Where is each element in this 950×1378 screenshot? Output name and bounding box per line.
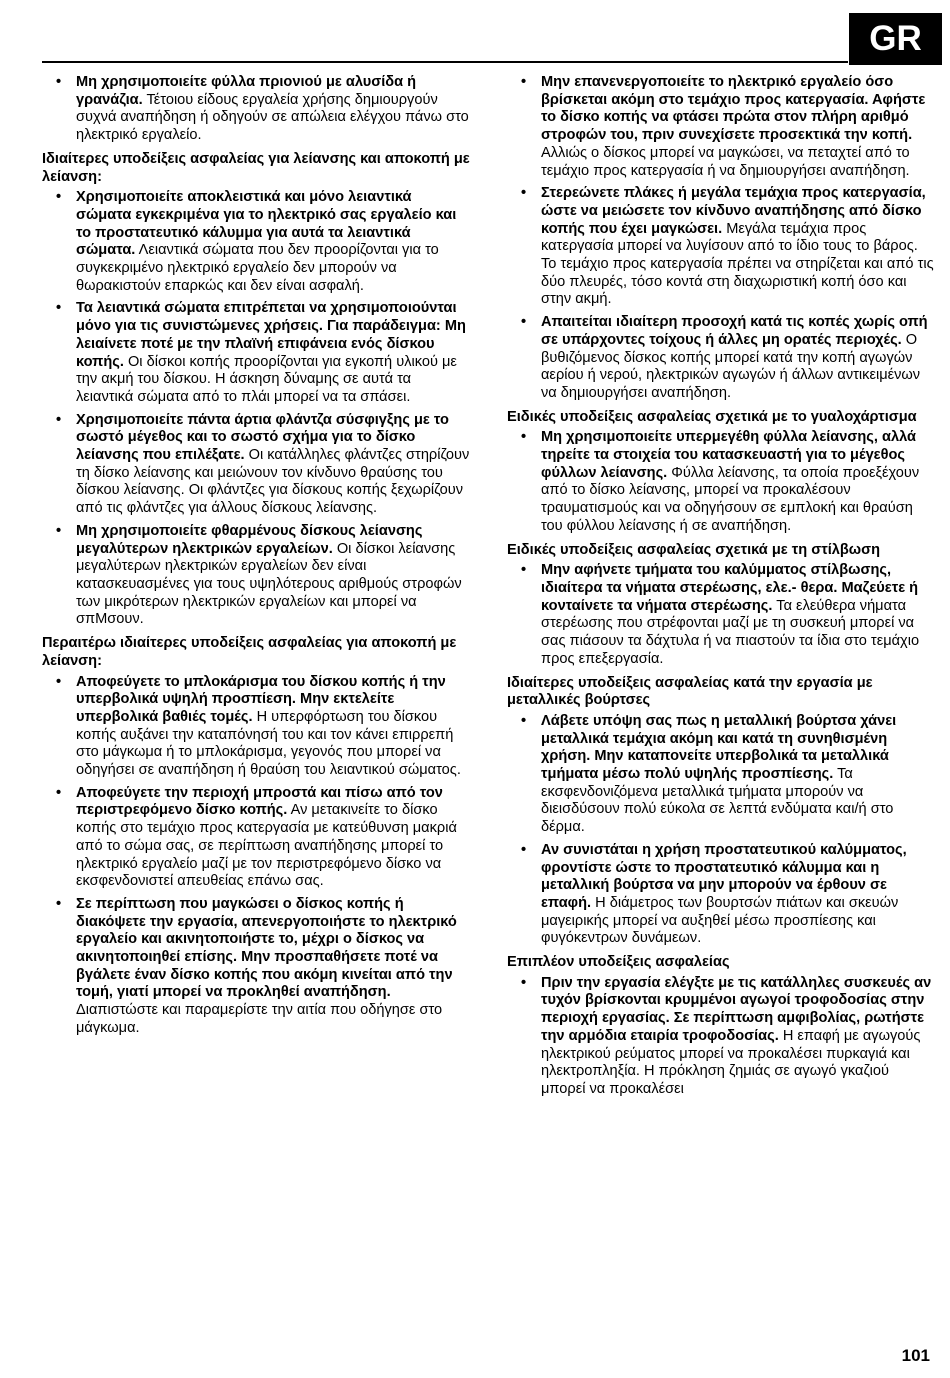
bullet-body-text: Αν μετακινείτε το δίσκο κοπής στο τεμάχιο προς κατεργασία με κατεύθυνση μακριά από το σώμα σας, σε περίπτωση αναπήδησης μπορεί το ηλεκτρικό εργαλείο μαζί με τον περιστρεφόμενο δίσκο να εκσφενδονιστεί απευθείας επάνω σας. (76, 802, 457, 890)
bullet-icon: • (56, 522, 62, 539)
left-column (42, 74, 470, 1043)
bullet-bold-text: Στερεώνετε πλάκες ή μεγάλα τεμάχια προς κατεργασία, ώστε να μειώσετε τον κίνδυνο αναπήδησης από δίσκο κοπής που έχει μαγκώσει. (541, 185, 926, 237)
bullet-icon: • (56, 74, 62, 90)
bullet-body-text: Φύλλα λείανσης, τα οποία προεξέχουν από το δίσκο λείανσης, μπορεί να προκαλέσουν τραυματισμούς και να οδηγήσουν σε εμπλοκή και θραύση του φύλλου λείανσης ή σε αναπήδηση. (541, 464, 920, 534)
bullet-body-text: Τα εκσφενδονιζόμενα μεταλλικά τμήματα μπορούν να διεισδύσουν πολύ εύκολα σε λεπτά ενδύματα και/ή στο δέρμα. (541, 766, 894, 836)
bullet-body-text: Τα ελεύθερα νήματα στερέωσης που στρέφονται μαζί με τη συσκευή μπορεί να σας πιάσουν τα δάχτυλα ή να πιαστούν τα ίδια στο τεμάχιο προς επεξεργασία. (541, 597, 920, 667)
bullet-item (42, 300, 470, 406)
section-heading: Επιπλέον υποδείξεις ασφαλείας (507, 954, 730, 971)
bullet-bold-text: Λάβετε υπόψη σας πως η μεταλλική βούρτσα χάνει μεταλλικά τεμάχια ακόμη και κατά τη συνηθισμένη χρήση. Μην καταπονείτε υπερβολικά τα μεταλλικά τμήματα μέσω πολύ υψηλής προσπίεσης. (541, 712, 897, 783)
bullet-item (42, 674, 470, 780)
bullet-icon: • (56, 895, 62, 912)
bullet-bold-text: Μην αφήνετε τμήματα του καλύμματος στίλβωσης, ιδιαίτερα τα νήματα στερέωσης, ελε.- θερα. Μαζεύετε ή κονταίνετε τα νήματα στερέωσης. (541, 562, 919, 614)
bullet-item (507, 842, 937, 948)
section-heading: Ιδιαίτερες υποδείξεις ασφαλείας για λείανσης και αποκοπή με λείανση: (42, 150, 470, 185)
bullet-item (507, 975, 937, 1099)
bullet-icon: • (521, 185, 527, 202)
bullet-bold-text: Μη χρησιμοποιείτε υπερμεγέθη φύλλα λείανσης, αλλά τηρείτε τα στοιχεία του κατασκευαστή για το μέγεθος φύλλων λείανσης. (541, 429, 916, 481)
section-heading: Ειδικές υποδείξεις ασφαλείας σχετικά με το γυαλοχάρτισμα (507, 408, 917, 425)
bullet-bold-text: Σε περίπτωση που μαγκώσει ο δίσκος κοπής ή διακόψετε την εργασία, απενεργοποιήστε το ηλεκτρικό εργαλείο και ακινητοποιήστε το, μέχρι ο δίσκος να ακινητοποιηθεί επίσης. Μην προσπαθήσετε ποτέ να βγάλετε έναν δίσκο κοπής που ακόμη κινείται από την τομή, γιατί μπορεί να προκληθεί αναπήδηση. (76, 895, 457, 1001)
bullet-body-text: Οι δίσκοι λείανσης μεγαλύτερων ηλεκτρικών εργαλείων δεν είναι κατασκευασμένες για τους υψηλότερους αριθμούς στροφών των μικρότερων ηλεκτρικών εργαλείων και μπορεί να σπΜσουν. (76, 540, 462, 628)
bullet-item (507, 74, 937, 180)
bullet-bold-text: Τα λειαντικά σώματα επιτρέπεται να χρησιμοποιούνται μόνο για τις συνιστώμενες χρήσεις. Για παράδειγμα: Μη λειαίνετε ποτέ με την πλαϊνή επιφάνεια ενός δίσκου κοπής. (76, 300, 466, 370)
bullet-item (42, 523, 470, 629)
bullet-bold-text: Μην επανενεργοποιείτε το ηλεκτρικό εργαλείο όσο βρίσκεται ακόμη στο τεμάχιο προς κατεργασία. Αφήστε το δίσκο κοπής να φτάσει πρώτα στον πλήρη αριθμό στροφών του, πριν συνεχίσετε προσεκτικά την κοπή. (541, 74, 926, 144)
bullet-body-text: Η διάμετρος των βουρτσών πιάτων και σκευών μαγειρικής μπορεί να αυξηθεί μέσω προσπίεσης και φυγόκεντρων δυνάμεων. (541, 894, 899, 947)
bullet-body-text: Λειαντικά σώματα που δεν προορίζονται για το συγκεκριμένο ηλεκτρικό εργαλείο δεν μπορούν να θωρακιστούν επαρκώς και δεν είναι ασφαλή. (76, 242, 439, 294)
bullet-icon: • (521, 562, 527, 579)
bullet-icon: • (521, 974, 527, 991)
bullet-body-text: Οι δίσκοι κοπής προορίζονται για εγκοπή υλικού με την ακμή του δίσκου. Η άσκηση δύναμης σε αυτά τα λειαντικά σώματα από το πλάι μπορεί να τα σπάσει. (76, 353, 457, 405)
bullet-bold-text: Απαιτείται ιδιαίτερη προσοχή κατά τις κοπές χωρίς οπή σε υπάρχοντες τοίχους ή άλλες μη ορατές περιοχές. (541, 314, 928, 348)
bullet-item (507, 562, 937, 668)
bullet-icon: • (56, 300, 62, 317)
bullet-body-text: Η υπερφόρτωση του δίσκου κοπής αυξάνει την καταπόνησή του και τον κάνει επιρρεπή στο μάγκωμα ή το μπλοκάρισμα, γεγονός που μπορεί να οδηγήσει σε αναπήδηση ή θραύση του λειαντικού σώματος. (76, 708, 461, 779)
bullet-item (507, 429, 937, 535)
section-heading: Περαιτέρω ιδιαίτερες υποδείξεις ασφαλείας για αποκοπή με λείανση: (42, 635, 457, 669)
bullet-body-text: Μεγάλα τεμάχια προς κατεργασία μπορεί να λυγίσουν από το ίδιο τους το βάρος. Το τεμάχιο προς κατεργασία πρέπει να στηρίζεται και από τις δύο πλευρές, τόσο κοντά στη διαχωριστική κοπή όσο και στην ακμή. (541, 220, 934, 308)
bullet-bold-text: Αποφεύγετε το μπλοκάρισμα του δίσκου κοπής ή την υπερβολικά υψηλή πρoσπίεση. Μην εκτελείτε υπερβολικά βαθιές τομές. (76, 673, 446, 725)
page-number: 101 (901, 1346, 930, 1365)
bullet-bold-text: Μη χρησιμοποιείτε φθαρμένους δίσκους λείανσης μεγαλύτερων ηλεκτρικών εργαλείων. (76, 522, 423, 557)
bullet-body-text: Η επαφή με αγωγούς ηλεκτρικού ρεύματος μπορεί να προκαλέσει πυρκαγιά και ηλεκτροπληξία. Η πρόκληση ζημιάς σε αγωγό γκαζιού μπορεί να προκαλέσει (541, 1027, 921, 1097)
bullet-item (42, 189, 470, 295)
bullet-body-text: Διαπιστώστε και παραμερίστε την αιτία που οδήγησε στο μάγκωμα. (76, 1002, 443, 1036)
bullet-icon: • (56, 189, 62, 206)
bullet-icon: • (56, 784, 62, 801)
bullet-body-text: Αλλιώς ο δίσκος μπορεί να μαγκώσει, να πεταχτεί από το τεμάχιο προς κατεργασία ή να δημιουργήσει αναπήδηση. (541, 144, 910, 179)
bullet-item (42, 412, 470, 518)
bullet-item (507, 314, 937, 403)
bullet-bold-text: Μη χρησιμοποιείτε φύλλα πριονιού με αλυσίδα ή γρανάζια. (76, 74, 417, 108)
bullet-bold-text: Χρησιμοποιείτε αποκλειστικά και μόνο λειαντικά σώματα εγκεκριμένα για το ηλεκτρικό σας εργαλείο και το προστατευτικό κάλυμμα για αυτά τα λειαντικά σώματα. (76, 189, 457, 259)
language-badge: GR (849, 13, 942, 65)
bullet-bold-text: Πριν την εργασία ελέγξτε με τις κατάλληλες συσκευές αν τυχόν βρίσκονται κρυμμένοι αγωγοί τροφοδοσίας στην περιοχή εργασίας. Σε περίπτωση αμφιβολίας, ρωτήστε την αρμόδια εταιρία τροφοδοσίας. (541, 974, 932, 1044)
bullet-body-text: Οι κατάλληλες φλάντζες στηρίζουν τη δίσκο λείανσης και μειώνουν τον κίνδυνο θραύσης του δίσκου λείανσης. Οι φλάντζες για δίσκους κοπής ξεχωρίζουν από τις φλάντζες για άλλους δίσκους λείανσης. (76, 447, 470, 517)
bullet-item (507, 185, 937, 309)
bullet-icon: • (521, 429, 527, 446)
header-rule (42, 61, 848, 63)
bullet-bold-text: Αποφεύγετε την περιοχή μπροστά και πίσω από τον περιστρεφόμενο δίσκο κοπής. (76, 784, 443, 819)
bullet-icon: • (521, 314, 527, 331)
right-column (507, 74, 937, 1104)
bullet-body-text: Ο βυθιζόμενος δίσκος κοπής μπορεί κατά την κοπή αγωγών αερίου ή νερού, ηλεκτρικών αγωγών ή άλλων αντικειμένων να δημιουργήσει αναπήδηση. (541, 331, 921, 401)
section-heading: Ειδικές υποδείξεις ασφαλείας σχετικά με τη στίλβωση (507, 541, 881, 558)
bullet-item (42, 785, 470, 891)
bullet-body-text: Τέτοιου είδους εργαλεία χρήσης δημιουργούν συχνά αναπήδηση ή οδηγούν σε απώλεια ελέγχου πάνω στο ηλεκτρικό εργαλείο. (76, 91, 469, 144)
bullet-icon: • (56, 411, 62, 428)
bullet-icon: • (521, 712, 527, 729)
bullet-bold-text: Αν συνιστάται η χρήση προστατευτικού καλύμματος, φροντίστε ώστε το προστατευτικό κάλυμμα και η μεταλλική βούρτσα να μην μπορούν να έρθουν σε επαφή. (541, 841, 907, 911)
bullet-item (42, 74, 470, 145)
bullet-icon: • (521, 74, 527, 90)
bullet-icon: • (521, 841, 527, 858)
bullet-icon: • (56, 673, 62, 690)
bullet-bold-text: Χρησιμοποιείτε πάντα άρτια φλάντζα σύσφιγξης με το σωστό μέγεθος και το σωστό σχήμα για το δίσκο λείανσης που επιλέξατε. (76, 411, 449, 464)
bullet-item (42, 896, 470, 1038)
bullet-item (507, 713, 937, 837)
section-heading: Ιδιαίτερες υποδείξεις ασφαλείας κατά την εργασία με μεταλλικές βούρτσες (507, 674, 873, 709)
